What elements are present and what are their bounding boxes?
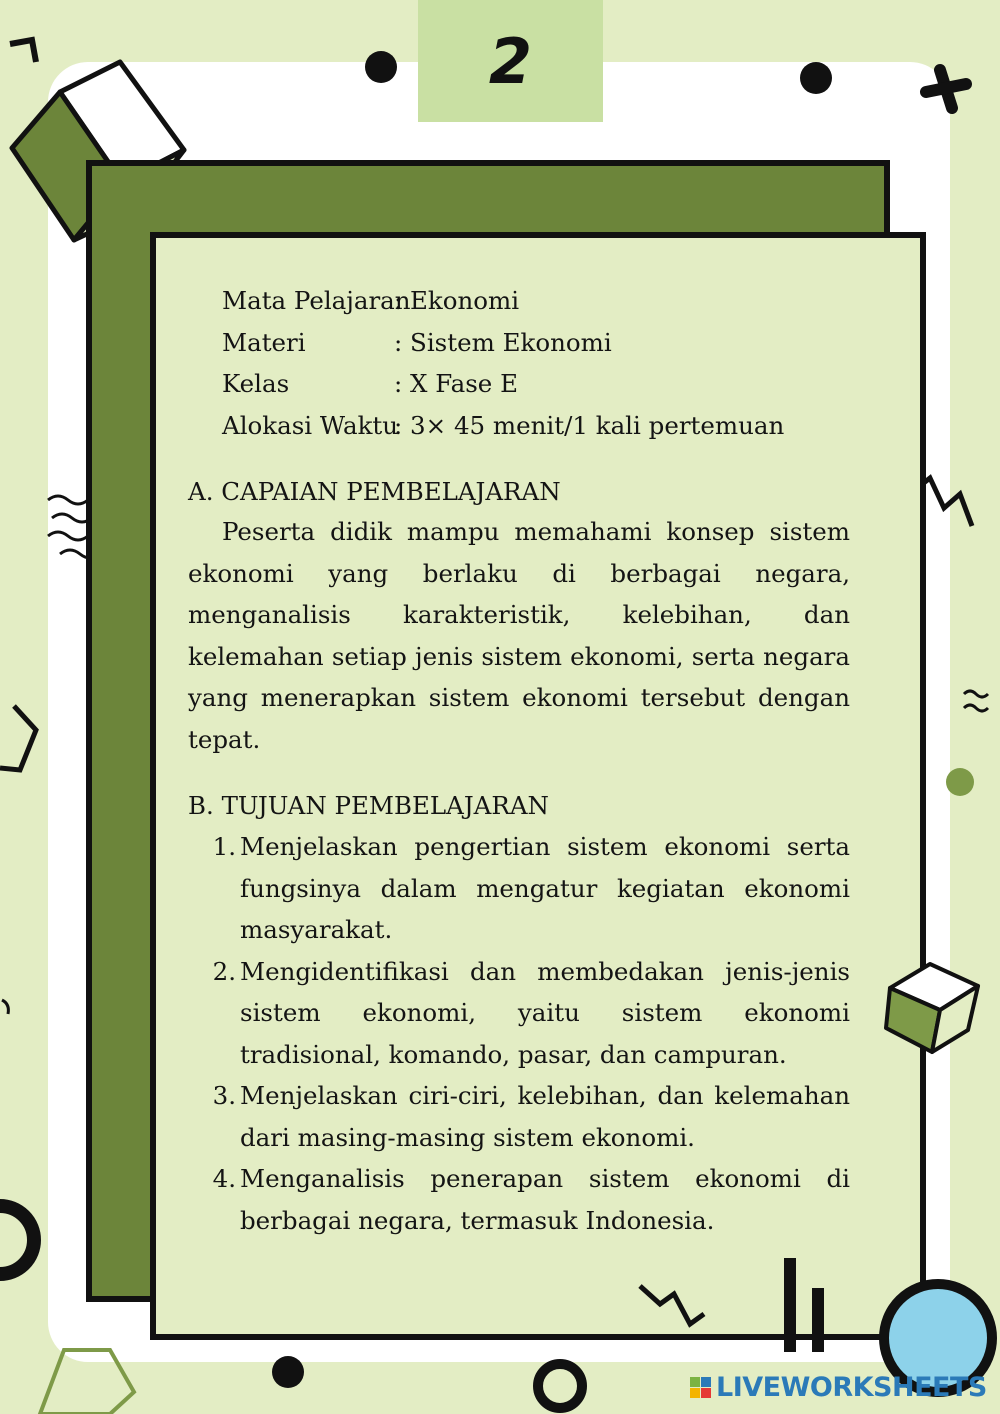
section-b-heading: B. TUJUAN PEMBELAJARAN (188, 791, 549, 820)
list-number: 3. (212, 1081, 236, 1110)
info-label: Materi (222, 327, 306, 357)
list-number: 2. (212, 956, 236, 986)
bar-icon (812, 1288, 824, 1352)
logo-text: LIVEWORKSHEETS (716, 1372, 987, 1403)
wave-icon (964, 691, 988, 711)
list-item (188, 1075, 850, 1158)
info-value: : Sistem Ekonomi (394, 327, 612, 357)
hexagon-icon (40, 1350, 134, 1414)
info-value: : X Fase E (394, 369, 518, 398)
dot-icon (800, 62, 832, 94)
list-item-text: Mengidentifikasi dan membedakan jenis-jenis sistem ekonomi, yaitu sistem ekonomi tradisional, komando, pasar, dan campuran. (240, 956, 850, 1069)
section-a-heading: A. CAPAIAN PEMBELAJARAN (188, 477, 561, 506)
ring-icon (538, 1364, 582, 1408)
info-value: : 3× 45 menit/1 kali pertemuan (394, 410, 785, 440)
zigzag-icon (640, 1286, 704, 1324)
info-row-time (188, 405, 850, 447)
list-item (188, 826, 850, 951)
list-item-text: Menjelaskan pengertian sistem ekonomi serta fungsinya dalam mengatur kegiatan ekonomi masyarakat. (240, 832, 850, 944)
ring-icon (0, 1206, 34, 1274)
list-item-text: Menjelaskan ciri-ciri, kelebihan, dan kelemahan dari masing-masing sistem ekonomi. (240, 1081, 850, 1152)
list-number: 1. (212, 832, 236, 861)
info-label: Alokasi Waktu (222, 410, 399, 440)
list-item (188, 1158, 850, 1241)
info-row-class (188, 363, 850, 405)
small-cube-icon (880, 958, 990, 1058)
dot-icon (272, 1356, 304, 1388)
section-a-paragraph: Peserta didik mampu memahami konsep sistem ekonomi yang berlaku di berbagai negara, menganalisis karakteristik, kelebihan, dan kelemahan setiap jenis sistem ekonomi, serta negara yang menerapkan sistem ekonomi tersebut dengan tepat. (188, 517, 850, 754)
info-label: Mata Pelajaran (222, 286, 411, 315)
dot-icon (946, 768, 974, 796)
dot-icon (365, 51, 397, 83)
objectives-list (188, 826, 850, 1241)
info-value: : Ekonomi (394, 286, 520, 315)
liveworksheets-logo[interactable] (690, 1372, 987, 1403)
list-number: 4. (212, 1164, 236, 1193)
info-label: Kelas (222, 369, 290, 398)
info-row-material (188, 322, 850, 364)
list-item (188, 951, 850, 1076)
list-item-text: Menganalisis penerapan sistem ekonomi di berbagai negara, termasuk Indonesia. (240, 1164, 850, 1235)
page-tab (418, 0, 603, 122)
curve-icon (2, 1000, 8, 1014)
document-content (188, 280, 850, 1241)
bar-icon (784, 1258, 796, 1352)
page-number: 2 (488, 24, 533, 98)
logo-mark-icon (690, 1377, 712, 1399)
plus-icon (926, 70, 966, 108)
info-row-subject (188, 280, 850, 322)
angle-icon (0, 706, 36, 770)
hook-icon (10, 40, 36, 62)
